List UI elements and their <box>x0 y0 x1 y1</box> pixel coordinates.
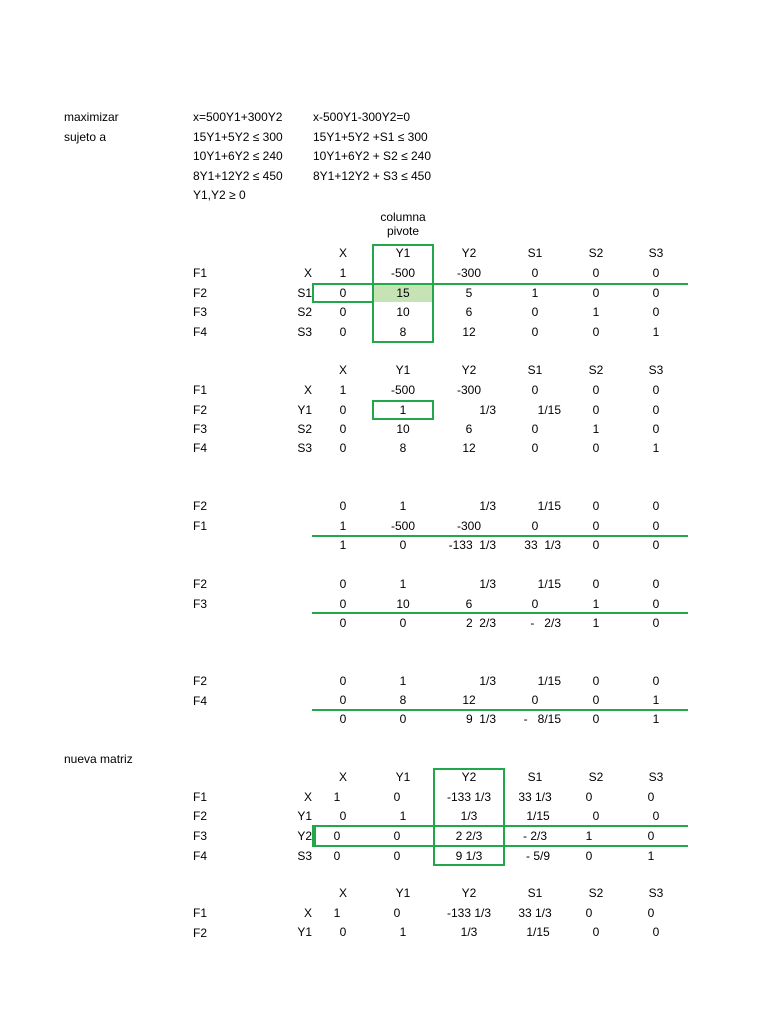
non-negativity: Y1,Y2 ≥ 0 <box>193 188 246 202</box>
col-header-x: X <box>338 363 348 377</box>
row-label: F1 <box>193 519 208 533</box>
cell: 0 <box>531 693 539 707</box>
result-cell: 0 <box>339 616 347 630</box>
cell: 0 <box>652 266 660 280</box>
row-label: F2 <box>193 403 208 417</box>
cell: 1/15 <box>526 925 550 939</box>
cell: 0 <box>592 383 600 397</box>
cell: 0 <box>592 403 600 417</box>
cell: 0 <box>592 577 600 591</box>
col-header-y2: Y2 <box>461 770 477 784</box>
row-label: F4 <box>193 849 208 863</box>
row-basis: S3 <box>297 325 312 339</box>
result-cell: 0 <box>339 712 347 726</box>
cell: 1 <box>592 597 600 611</box>
cell: 0 <box>652 925 660 939</box>
cell: 1/3 <box>479 499 496 513</box>
cell: 0 <box>652 519 660 533</box>
row-label: F2 <box>193 286 208 300</box>
cell: 1 <box>652 441 660 455</box>
pivot-column-label: columna pivote <box>380 210 426 238</box>
result-cell: 0 <box>399 538 407 552</box>
cell: 33 1/3 <box>518 906 552 920</box>
cell: 0 <box>339 422 347 436</box>
col-header-s2: S2 <box>588 246 604 260</box>
row-basis: X <box>303 906 312 920</box>
cell: 0 <box>531 597 539 611</box>
row-label: F2 <box>193 926 208 940</box>
row-basis: Y1 <box>297 403 312 417</box>
cell: 0 <box>339 809 347 823</box>
cell: 0 <box>585 849 593 863</box>
row-label: F2 <box>193 577 208 591</box>
cell: 1/15 <box>537 403 561 417</box>
cell: 6 <box>465 305 473 319</box>
result-cell: 0 <box>399 712 407 726</box>
standard-objective: x-500Y1-300Y2=0 <box>313 110 411 124</box>
cell: 1 <box>399 925 407 939</box>
col-header-y2: Y2 <box>461 886 477 900</box>
row-basis: S1 <box>297 286 312 300</box>
row-label: F1 <box>193 906 208 920</box>
result-cell: 1 <box>652 712 660 726</box>
cell: 1 <box>585 829 593 843</box>
col-header-y2: Y2 <box>461 363 477 377</box>
cell: 9 1/3 <box>455 849 483 863</box>
cell: 1 <box>339 266 347 280</box>
cell: 0 <box>531 519 539 533</box>
row-label: F2 <box>193 674 208 688</box>
row-label: F2 <box>193 809 208 823</box>
col-header-s2: S2 <box>588 770 604 784</box>
cell: 12 <box>462 693 476 707</box>
cell: 0 <box>592 519 600 533</box>
standard-constraint-1: 15Y1+5Y2 +S1 ≤ 300 <box>313 130 428 144</box>
col-header-x: X <box>338 770 348 784</box>
pivot-element: 15 <box>396 286 410 300</box>
cell: 1/3 <box>460 809 478 823</box>
row-basis: S3 <box>297 849 312 863</box>
objective-function: x=500Y1+300Y2 <box>193 110 283 124</box>
col-header-y2: Y2 <box>461 246 477 260</box>
cell: -500 <box>390 519 416 533</box>
cell: 1 <box>399 499 407 513</box>
cell: 0 <box>647 790 655 804</box>
row-basis: X <box>303 790 312 804</box>
cell: 8 <box>399 441 407 455</box>
cell: 1/15 <box>537 577 561 591</box>
cell: 0 <box>393 790 401 804</box>
result-cell: 0 <box>592 538 600 552</box>
cell: -300 <box>456 519 482 533</box>
cell: 1/3 <box>479 674 496 688</box>
row-label: F1 <box>193 266 208 280</box>
result-cell: - 8/15 <box>523 712 561 726</box>
cell: 1/15 <box>537 499 561 513</box>
cell: 0 <box>652 305 660 319</box>
cell: 0 <box>585 790 593 804</box>
row-basis: Y1 <box>297 809 312 823</box>
row-basis: S2 <box>297 305 312 319</box>
cell: 12 <box>462 325 476 339</box>
cell: 0 <box>531 266 539 280</box>
cell: 0 <box>652 577 660 591</box>
cell: 0 <box>339 441 347 455</box>
cell: -500 <box>390 383 416 397</box>
row-basis: Y2 <box>297 829 312 843</box>
cell: 0 <box>592 286 600 300</box>
cell: 0 <box>652 597 660 611</box>
cell: 0 <box>652 383 660 397</box>
row-basis: Y1 <box>297 925 312 939</box>
cell: 0 <box>531 325 539 339</box>
cell: 1/3 <box>479 403 496 417</box>
cell: 0 <box>652 422 660 436</box>
cell: 0 <box>647 829 655 843</box>
row-label: F3 <box>193 829 208 843</box>
result-cell: 1 <box>592 616 600 630</box>
constraint-3: 8Y1+12Y2 ≤ 450 <box>193 169 283 183</box>
cell: 1 <box>652 693 660 707</box>
col-header-s3: S3 <box>648 246 664 260</box>
row-label: F2 <box>193 499 208 513</box>
row-label: F4 <box>193 441 208 455</box>
result-cell: 0 <box>652 538 660 552</box>
col-header-y1: Y1 <box>395 246 411 260</box>
result-cell: 9 1/3 <box>465 712 496 726</box>
cell: 10 <box>396 305 410 319</box>
cell: 0 <box>339 403 347 417</box>
result-cell: -133 1/3 <box>448 538 496 552</box>
cell: 1 <box>531 286 539 300</box>
cell: 6 <box>465 597 473 611</box>
col-header-s1: S1 <box>527 246 543 260</box>
col-header-s1: S1 <box>527 886 543 900</box>
cell: 1 <box>652 325 660 339</box>
col-header-s3: S3 <box>648 770 664 784</box>
col-header-s3: S3 <box>648 886 664 900</box>
cell: 1 <box>333 906 341 920</box>
col-header-s3: S3 <box>648 363 664 377</box>
cell: - 2/3 <box>522 829 548 843</box>
row-label: F3 <box>193 422 208 436</box>
cell: 33 1/3 <box>518 790 552 804</box>
col-header-s1: S1 <box>527 363 543 377</box>
cell: 0 <box>652 674 660 688</box>
result-cell: 33 1/3 <box>524 538 561 552</box>
cell: 1 <box>399 674 407 688</box>
cell: 1/3 <box>460 925 478 939</box>
cell: 1/3 <box>479 577 496 591</box>
row-label: F3 <box>193 597 208 611</box>
cell: 0 <box>592 325 600 339</box>
cell: 0 <box>393 849 401 863</box>
cell: 0 <box>652 499 660 513</box>
row-label: F4 <box>193 325 208 339</box>
cell: 12 <box>462 441 476 455</box>
col-header-x: X <box>338 246 348 260</box>
cell: 0 <box>339 925 347 939</box>
col-header-x: X <box>338 886 348 900</box>
row-basis: X <box>303 266 312 280</box>
cell: 1 <box>399 403 407 417</box>
cell: 0 <box>339 674 347 688</box>
maximize-label: maximizar <box>64 110 119 124</box>
cell: 6 <box>465 422 473 436</box>
result-cell: 0 <box>399 616 407 630</box>
new-pivot-row-line-bottom <box>312 845 688 847</box>
cell: 0 <box>592 266 600 280</box>
cell: 1 <box>647 849 655 863</box>
row-basis: X <box>303 383 312 397</box>
cell: - 5/9 <box>525 849 551 863</box>
new-pivot-row-line-top <box>312 825 688 827</box>
cell: -133 1/3 <box>446 906 492 920</box>
cell: 0 <box>339 305 347 319</box>
cell: 0 <box>393 829 401 843</box>
cell: 0 <box>333 849 341 863</box>
cell: 1 <box>592 422 600 436</box>
new-matrix-label: nueva matriz <box>64 752 133 766</box>
subject-to-label: sujeto a <box>64 130 107 144</box>
cell: 10 <box>396 422 410 436</box>
cell: -300 <box>456 383 482 397</box>
cell: 0 <box>339 693 347 707</box>
col-header-y1: Y1 <box>395 770 411 784</box>
cell: 0 <box>592 674 600 688</box>
cell: 1/15 <box>537 674 561 688</box>
cell: 1 <box>339 383 347 397</box>
cell: 0 <box>592 499 600 513</box>
cell: 5 <box>465 286 473 300</box>
cell: 1 <box>399 809 407 823</box>
cell: 0 <box>333 829 341 843</box>
cell: 0 <box>531 305 539 319</box>
cell: 0 <box>339 499 347 513</box>
cell: 8 <box>399 693 407 707</box>
result-cell: 0 <box>592 712 600 726</box>
sum-line <box>312 612 688 614</box>
col-header-s1: S1 <box>527 770 543 784</box>
sum-line <box>312 709 688 711</box>
cell: 1 <box>339 519 347 533</box>
result-cell: 0 <box>652 616 660 630</box>
col-header-s2: S2 <box>588 363 604 377</box>
cell: 0 <box>393 906 401 920</box>
cell: 1 <box>399 577 407 591</box>
cell: 0 <box>339 325 347 339</box>
cell: 0 <box>652 403 660 417</box>
cell: 1/15 <box>526 809 550 823</box>
col-header-y1: Y1 <box>395 886 411 900</box>
constraint-1: 15Y1+5Y2 ≤ 300 <box>193 130 283 144</box>
cell: 8 <box>399 325 407 339</box>
cell: 0 <box>585 906 593 920</box>
cell: 0 <box>592 925 600 939</box>
cell: 0 <box>339 286 347 300</box>
standard-constraint-3: 8Y1+12Y2 + S3 ≤ 450 <box>313 169 432 183</box>
cell: 0 <box>592 809 600 823</box>
sum-line <box>312 535 688 537</box>
cell: 0 <box>652 809 660 823</box>
col-header-s2: S2 <box>588 886 604 900</box>
col-header-y1: Y1 <box>395 363 411 377</box>
row-basis: S2 <box>297 422 312 436</box>
cell: 1 <box>333 790 341 804</box>
cell: 0 <box>531 383 539 397</box>
standard-constraint-2: 10Y1+6Y2 + S2 ≤ 240 <box>313 149 432 163</box>
row-basis: S3 <box>297 441 312 455</box>
cell: 0 <box>592 441 600 455</box>
new-pivot-row-left-edge <box>312 825 316 847</box>
cell: 0 <box>339 597 347 611</box>
cell: -133 1/3 <box>446 790 492 804</box>
constraint-2: 10Y1+6Y2 ≤ 240 <box>193 149 283 163</box>
result-cell: - 2/3 <box>530 616 561 630</box>
cell: -500 <box>390 266 416 280</box>
cell: 0 <box>531 422 539 436</box>
cell: 0 <box>531 441 539 455</box>
cell: 10 <box>396 597 410 611</box>
cell: 1 <box>592 305 600 319</box>
row-label: F1 <box>193 383 208 397</box>
row-label: F3 <box>193 305 208 319</box>
row-label: F1 <box>193 790 208 804</box>
cell: 2 2/3 <box>455 829 483 843</box>
result-cell: 1 <box>339 538 347 552</box>
cell: 0 <box>652 286 660 300</box>
cell: 0 <box>647 906 655 920</box>
result-cell: 2 2/3 <box>465 616 496 630</box>
cell: -300 <box>456 266 482 280</box>
row-label: F4 <box>193 694 208 708</box>
cell: 0 <box>592 693 600 707</box>
cell: 0 <box>339 577 347 591</box>
